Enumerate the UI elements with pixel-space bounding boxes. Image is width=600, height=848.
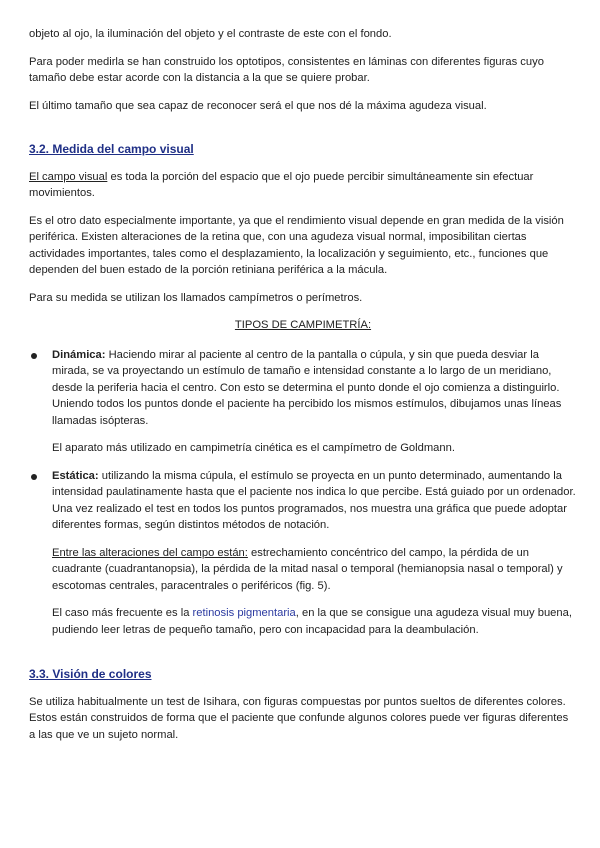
campimetria-types-list bbox=[29, 347, 577, 639]
retinosis-link[interactable]: retinosis pigmentaria bbox=[192, 607, 296, 619]
types-title: TIPOS DE CAMPIMETRÍA: bbox=[234, 319, 372, 331]
bullet-icon bbox=[31, 353, 37, 359]
dinamica-label: Dinámica: bbox=[52, 348, 106, 361]
section-heading-campo-visual[interactable]: 3.2. Medida del campo visual bbox=[29, 142, 194, 156]
paragraph-intro-2: Para poder medirla se han construido los optotipos, consistentes en láminas con diferentes figuras cuyo tamaño debe estar acorde con la distancia a la que se quiere probar. bbox=[29, 55, 544, 84]
list-item-estatica bbox=[29, 468, 577, 639]
dinamica-text: Haciendo mirar al paciente al centro de la pantalla o cúpula, y sin que pueda desviar la mirada, se va proyectando un estímulo de tamaño e intensidad constante a lo largo de un meridiano, desde la periferia hacia el centro. Con esto se determina el punto donde el ojo comienza a distinguirlo. Uniendo todos los puntos donde el paciente ha percibido los mismos estímulos, dibujamos unas líneas llamadas isópteras. bbox=[52, 348, 562, 427]
alteraciones-text: estrechamiento concéntrico del campo, la pérdida de un cuadrante (cuadrantanopsia), la pérdida de la mitad nasal o temporal (hemianopsia nasal o temporal) y escotomas centrales, paracentrales o periféricos (fig. 5). bbox=[52, 546, 563, 592]
term-campo-visual: El campo visual bbox=[29, 170, 108, 183]
estatica-text: utilizando la misma cúpula, el estímulo se proyecta en un punto determinado, aumentando la intensidad paulatinamente hasta que el paciente nos indica lo que percibe. Está guiado por un ordenador. Una vez realizado el test en todos los puntos programados, nos muestra una gráfica que puede adoptar diferentes formas, según distintos métodos de notación. bbox=[52, 469, 576, 531]
alteraciones-label: Entre las alteraciones del campo están: bbox=[52, 546, 248, 559]
bullet-icon bbox=[31, 474, 37, 480]
paragraph-intro-1: objeto al ojo, la iluminación del objeto y el contraste de este con el fondo. bbox=[29, 28, 392, 40]
paragraph-campo-definition bbox=[29, 169, 577, 202]
paragraph-intro-3: El último tamaño que sea capaz de reconocer será el que nos dé la máxima agudeza visual. bbox=[29, 99, 487, 112]
dinamica-note: El aparato más utilizado en campimetría cinética es el campímetro de Goldmann. bbox=[52, 442, 455, 454]
dinamica-paragraph bbox=[52, 347, 577, 430]
document-page bbox=[29, 26, 577, 754]
paragraph-campo-medida: Para su medida se utilizan los llamados campímetros o perímetros. bbox=[29, 291, 363, 304]
estatica-paragraph bbox=[52, 468, 577, 534]
list-item-dinamica bbox=[29, 347, 577, 457]
caso-post: , en la que se consigue una agudeza visual muy buena, pudiendo leer letras de pequeño tamaño, pero con incapacidad para la deambulación. bbox=[52, 607, 572, 636]
alteraciones-paragraph bbox=[52, 545, 577, 595]
estatica-label: Estática: bbox=[52, 469, 99, 482]
caso-paragraph bbox=[52, 605, 577, 638]
definition-text: es toda la porción del espacio que el ojo puede percibir simultáneamente sin efectuar movimientos. bbox=[29, 170, 534, 199]
caso-pre: El caso más frecuente es la bbox=[52, 607, 193, 619]
paragraph-colores: Se utiliza habitualmente un test de Isihara, con figuras compuestas por puntos sueltos de diferentes colores. Estos están construidos de forma que el paciente que confunde algunos colores puede ver figuras diferentes a las que ve un sujeto normal. bbox=[29, 695, 569, 741]
paragraph-campo-importance: Es el otro dato especialmente importante, ya que el rendimiento visual depende en gran medida de la visión periférica. Existen alteraciones de la retina que, con una agudeza visual normal, imposibilitan ciertas actividades importantes, tales como el desplazamiento, la localización y seguimiento, etc., funciones que dependen del buen estado de la porción retiniana periférica a la mácula. bbox=[29, 214, 564, 276]
section-heading-vision-colores[interactable]: 3.3. Visión de colores bbox=[29, 667, 152, 681]
